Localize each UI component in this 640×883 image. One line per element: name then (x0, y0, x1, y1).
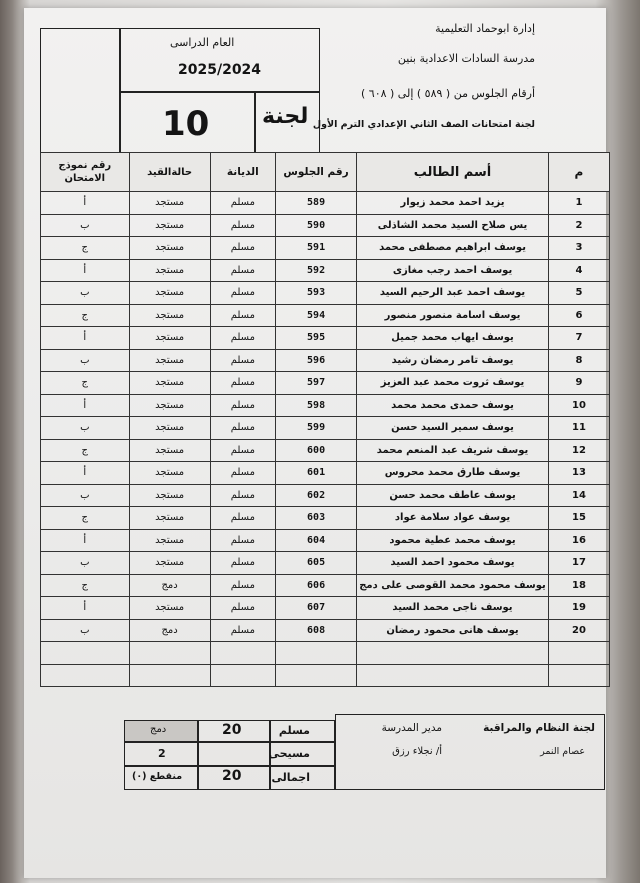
table-row (41, 574, 610, 597)
student-name-cell: يزيد احمد محمد زيوار (357, 192, 549, 215)
table-row (41, 192, 610, 215)
table-row (41, 214, 610, 237)
row-index-cell: 10 (548, 394, 609, 417)
table-row (41, 327, 610, 350)
col-status-header: حالةالقيد (129, 153, 210, 192)
table-row (41, 597, 610, 620)
merged-count: 2 (158, 747, 166, 760)
exam-model-cell: أ (41, 327, 130, 350)
table-row (41, 507, 610, 530)
exam-model-cell: ج (41, 439, 130, 462)
status-cell: مستجد (129, 372, 210, 395)
committee-title: لجنة امتحانات الصف الثاني الإعدادي الترم الأول (312, 119, 535, 130)
exam-model-cell: أ (41, 597, 130, 620)
status-cell: مستجد (129, 327, 210, 350)
row-index-cell: 18 (548, 574, 609, 597)
row-index-cell: 16 (548, 529, 609, 552)
col-name-header: أسم الطالب (357, 153, 549, 192)
student-name-cell: يوسف عاطف محمد حسن (357, 484, 549, 507)
status-cell: مستجد (129, 417, 210, 440)
exam-model-cell: أ (41, 462, 130, 485)
table-row (41, 394, 610, 417)
table-row (41, 372, 610, 395)
director-person: أ/ نجلاء رزق (392, 746, 442, 757)
status-cell: مستجد (129, 439, 210, 462)
exam-model-cell: ب (41, 214, 130, 237)
table-row (41, 304, 610, 327)
exam-model-cell: ب (41, 552, 130, 575)
exam-model-cell: ب (41, 349, 130, 372)
status-cell: مستجد (129, 484, 210, 507)
student-name-cell: يوسف شريف عبد المنعم محمد (357, 439, 549, 462)
seat-number-cell: 606 (276, 574, 357, 597)
status-cell: دمج (129, 574, 210, 597)
seat-number-cell: 600 (276, 439, 357, 462)
religion-cell: مسلم (210, 417, 275, 440)
seat-number-cell: 596 (276, 349, 357, 372)
exam-model-cell: ج (41, 372, 130, 395)
exam-model-cell: ج (41, 304, 130, 327)
student-name-cell: يوسف احمد رجب مغازى (357, 259, 549, 282)
seat-number-cell: 594 (276, 304, 357, 327)
religion-cell: مسلم (210, 439, 275, 462)
status-cell: مستجد (129, 529, 210, 552)
status-cell: مستجد (129, 462, 210, 485)
student-name-cell: يوسف ايهاب محمد جميل (357, 327, 549, 350)
table-row (41, 282, 610, 305)
row-index-cell: 15 (548, 507, 609, 530)
muslim-count: 20 (222, 722, 242, 738)
student-name-cell: يوسف طارق محمد محروس (357, 462, 549, 485)
student-name-cell: يوسف محمود احمد السيد (357, 552, 549, 575)
admin-name: إدارة ابوحماد التعليمية (435, 22, 535, 35)
status-cell: مستجد (129, 192, 210, 215)
status-cell: مستجد (129, 349, 210, 372)
status-cell: مستجد (129, 597, 210, 620)
exam-model-cell: ب (41, 484, 130, 507)
religion-cell: مسلم (210, 462, 275, 485)
table-row (41, 417, 610, 440)
exam-model-cell: ج (41, 507, 130, 530)
muslim-label: مسلم (278, 724, 310, 737)
exam-model-cell: ج (41, 237, 130, 260)
religion-cell: مسلم (210, 304, 275, 327)
exam-model-cell: ج (41, 574, 130, 597)
exam-model-cell: ب (41, 619, 130, 642)
row-index-cell: 14 (548, 484, 609, 507)
dropped-label: منقطع (٠) (132, 771, 183, 782)
director-label: مدير المدرسة (381, 722, 442, 734)
student-name-cell: يوسف اسامة منصور منصور (357, 304, 549, 327)
religion-cell: مسلم (210, 372, 275, 395)
col-seat-header: رقم الجلوس (276, 153, 357, 192)
row-index-cell: 2 (548, 214, 609, 237)
table-row (41, 484, 610, 507)
seat-number-cell: 589 (276, 192, 357, 215)
religion-cell: مسلم (210, 259, 275, 282)
student-name-cell: يوسف هانى محمود رمضان (357, 619, 549, 642)
committee-number: 10 (162, 104, 210, 144)
table-row (41, 349, 610, 372)
student-name-cell: يوسف تامر رمضان رشيد (357, 349, 549, 372)
row-index-cell: 9 (548, 372, 609, 395)
seat-number-cell: 597 (276, 372, 357, 395)
table-row (41, 237, 610, 260)
seat-number-cell: 608 (276, 619, 357, 642)
students-table (40, 152, 610, 687)
seat-number-cell: 599 (276, 417, 357, 440)
seat-number-cell: 602 (276, 484, 357, 507)
status-cell: مستجد (129, 237, 210, 260)
school-name: مدرسة السادات الاعدادية بنين (397, 52, 535, 65)
seat-number-cell: 590 (276, 214, 357, 237)
status-cell: مستجد (129, 282, 210, 305)
seat-number-cell: 603 (276, 507, 357, 530)
empty-row (41, 664, 610, 687)
row-index-cell: 12 (548, 439, 609, 462)
student-name-cell: يوسف سمير السيد حسن (357, 417, 549, 440)
total-count: 20 (222, 768, 242, 784)
religion-cell: مسلم (210, 619, 275, 642)
status-cell: مستجد (129, 394, 210, 417)
religion-cell: مسلم (210, 552, 275, 575)
religion-cell: مسلم (210, 237, 275, 260)
exam-model-cell: أ (41, 192, 130, 215)
status-cell: دمج (129, 619, 210, 642)
religion-cell: مسلم (210, 394, 275, 417)
religion-cell: مسلم (210, 507, 275, 530)
religion-cell: مسلم (210, 349, 275, 372)
seat-number-cell: 591 (276, 237, 357, 260)
row-index-cell: 6 (548, 304, 609, 327)
exam-model-cell: ب (41, 417, 130, 440)
row-index-cell: 4 (548, 259, 609, 282)
row-index-cell: 5 (548, 282, 609, 305)
status-cell: مستجد (129, 552, 210, 575)
row-index-cell: 8 (548, 349, 609, 372)
table-row (41, 529, 610, 552)
status-cell: مستجد (129, 304, 210, 327)
table-row (41, 619, 610, 642)
col-religion-header: الديانة (210, 153, 275, 192)
religion-cell: مسلم (210, 327, 275, 350)
table-row (41, 462, 610, 485)
religion-cell: مسلم (210, 282, 275, 305)
exam-model-cell: أ (41, 394, 130, 417)
table-row (41, 439, 610, 462)
student-name-cell: يوسف ثروت محمد عبد العزيز (357, 372, 549, 395)
student-name-cell: يوسف ابراهيم مصطفى محمد (357, 237, 549, 260)
row-index-cell: 7 (548, 327, 609, 350)
table-header-row (41, 153, 610, 192)
seat-number-cell: 592 (276, 259, 357, 282)
row-index-cell: 17 (548, 552, 609, 575)
year-label: العام الدراسى (170, 36, 235, 49)
row-index-cell: 11 (548, 417, 609, 440)
empty-row (41, 642, 610, 665)
student-name-cell: يوسف عواد سلامة عواد (357, 507, 549, 530)
exam-model-cell: أ (41, 529, 130, 552)
row-index-cell: 3 (548, 237, 609, 260)
merged-label: دمج (150, 724, 167, 735)
row-index-cell: 19 (548, 597, 609, 620)
exam-model-cell: ب (41, 282, 130, 305)
religion-cell: مسلم (210, 529, 275, 552)
religion-cell: مسلم (210, 484, 275, 507)
student-name-cell: يوسف محمود محمد القوصى على دمج (357, 574, 549, 597)
christian-label: مسيحى (268, 747, 310, 760)
header-blank-box (40, 28, 120, 154)
col-model-header: رقم نموذج الامتحان (41, 153, 130, 192)
student-name-cell: يوسف ناجى محمد السيد (357, 597, 549, 620)
seat-number-cell: 598 (276, 394, 357, 417)
row-index-cell: 20 (548, 619, 609, 642)
seat-range: أرقام الجلوس من ( ٥٨٩ ) إلى ( ٦٠٨ ) (360, 87, 535, 100)
committee-sign-person: عصام النمر (540, 746, 585, 757)
student-name-cell: يوسف حمدى محمد محمد (357, 394, 549, 417)
year-value: 2025/2024 (178, 62, 262, 78)
religion-cell: مسلم (210, 597, 275, 620)
status-cell: مستجد (129, 507, 210, 530)
religion-cell: مسلم (210, 192, 275, 215)
seat-number-cell: 605 (276, 552, 357, 575)
table-row (41, 552, 610, 575)
seat-number-cell: 601 (276, 462, 357, 485)
row-index-cell: 13 (548, 462, 609, 485)
religion-cell: مسلم (210, 574, 275, 597)
christian-count-cell (198, 742, 270, 766)
status-cell: مستجد (129, 214, 210, 237)
status-cell: مستجد (129, 259, 210, 282)
seat-number-cell: 593 (276, 282, 357, 305)
seat-number-cell: 595 (276, 327, 357, 350)
row-index-cell: 1 (548, 192, 609, 215)
student-name-cell: يوسف احمد عبد الرحيم السيد (357, 282, 549, 305)
committee-sign-label: لجنة النظام والمراقبة (483, 722, 595, 734)
student-name-cell: يس صلاح السيد محمد الشاذلى (357, 214, 549, 237)
total-label: اجمالى (271, 771, 310, 784)
student-name-cell: يوسف محمد عطية محمود (357, 529, 549, 552)
religion-cell: مسلم (210, 214, 275, 237)
table-row (41, 259, 610, 282)
seat-number-cell: 604 (276, 529, 357, 552)
col-index-header: م (548, 153, 609, 192)
seat-number-cell: 607 (276, 597, 357, 620)
committee-label: لجنة (262, 104, 309, 129)
exam-model-cell: أ (41, 259, 130, 282)
